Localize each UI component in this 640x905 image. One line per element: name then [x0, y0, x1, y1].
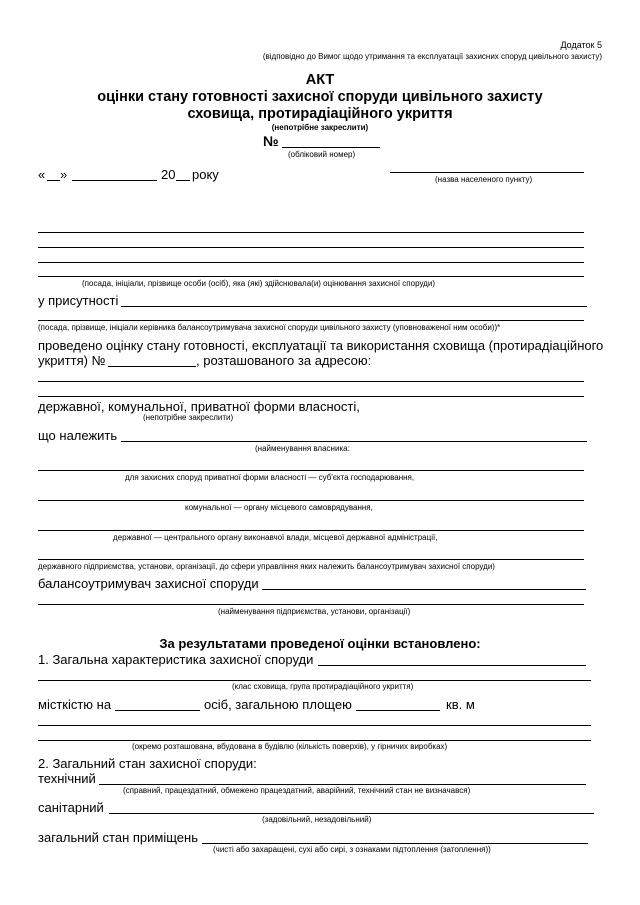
belongs-label: що належить — [38, 428, 118, 443]
technical-field[interactable] — [99, 784, 586, 785]
holder-field[interactable] — [262, 589, 586, 590]
owner-field[interactable] — [121, 441, 587, 442]
date-quote-open: « — [38, 167, 46, 182]
presence-field[interactable] — [121, 306, 587, 307]
ownership-note: (непотрібне закреслити) — [143, 413, 234, 422]
premises-note: (чисті або захаращені, сухі або сирі, з ознаками підтоплення (затоплення)) — [213, 845, 491, 854]
assessor-note: (посада, ініціали, прізвище особи (осіб), яка (які) здійснювала(и) оцінювання захисної споруди) — [82, 279, 435, 288]
area-unit: кв. м — [446, 697, 475, 712]
doc-subtitle-1: оцінки стану готовності захисної споруди цивільного захисту — [97, 89, 543, 105]
year-prefix: 20 — [161, 167, 176, 182]
section-1-line-2[interactable] — [38, 680, 591, 681]
month-field[interactable] — [72, 180, 157, 181]
sanitary-field[interactable] — [109, 813, 594, 814]
assessment-line-2b: , розташованого за адресою: — [196, 353, 372, 368]
date-quote-close: » — [60, 167, 68, 182]
shelter-number-field[interactable] — [108, 366, 196, 367]
address-line-1[interactable] — [38, 381, 584, 382]
private-line[interactable] — [38, 470, 584, 471]
area-field[interactable] — [356, 710, 440, 711]
ownership-text: державної, комунальної, приватної форми власності, — [38, 399, 360, 414]
assessor-line-2[interactable] — [38, 247, 584, 248]
section-1-label: 1. Загальна характеристика захисної споруди — [38, 652, 314, 667]
location-line-1[interactable] — [38, 725, 591, 726]
doc-title: АКТ — [305, 72, 335, 88]
technical-note: (справний, працездатний, обмежено працездатний, аварійний, технічний стан не визначався) — [123, 786, 471, 795]
location-line-2[interactable] — [38, 740, 591, 741]
section-1-field[interactable] — [318, 665, 586, 666]
technical-label: технічний — [38, 771, 96, 786]
state-line[interactable] — [38, 530, 584, 531]
number-note: (обліковий номер) — [288, 150, 356, 159]
assessor-line-1[interactable] — [38, 232, 584, 233]
enterprise-note: державного підприємства, установи, організації, до сфери управління яких належить балансоутримувач захисної споруди) — [38, 562, 495, 571]
number-field[interactable] — [282, 147, 380, 148]
owner-note: (найменування власника: — [255, 444, 350, 453]
area-label: осіб, загальною площею — [204, 697, 352, 712]
section-2-label: 2. Загальний стан захисної споруди: — [38, 756, 257, 771]
enterprise-line[interactable] — [38, 559, 584, 560]
presence-line-2[interactable] — [38, 320, 584, 321]
holder-line-2[interactable] — [38, 604, 584, 605]
place-field[interactable] — [390, 172, 584, 173]
holder-label: балансоутримувач захисної споруди — [38, 576, 259, 591]
premises-field[interactable] — [202, 843, 588, 844]
year-field[interactable] — [176, 180, 190, 181]
year-suffix: року — [192, 167, 219, 182]
assessor-line-4[interactable] — [38, 276, 584, 277]
strike-note: (непотрібне закреслити) — [271, 123, 369, 132]
assessment-line-1: проведено оцінку стану готовності, експлуатації та використання сховища (протирадіаційного — [38, 338, 604, 353]
day-field[interactable] — [47, 180, 60, 181]
assessment-line-2a: укриття) № — [38, 353, 106, 368]
sanitary-note: (задовільний, незадовільний) — [262, 815, 372, 824]
assessor-line-3[interactable] — [38, 262, 584, 263]
holder-note: (найменування підприємства, установи, організації) — [218, 607, 411, 616]
appendix-note: (відповідно до Вимог щодо утримання та експлуатації захисних споруд цивільного захисту) — [262, 52, 602, 61]
section-1-note: (клас сховища, група протирадіаційного укриття) — [232, 682, 414, 691]
address-line-2[interactable] — [38, 396, 584, 397]
presence-note: (посада, прізвище, ініціали керівника балансоутримувача захисної споруди цивільного захисту (уповноваженої ним особи))* — [38, 323, 501, 332]
capacity-field[interactable] — [115, 710, 200, 711]
state-note: державної — центрального органу виконавчої влади, місцевої державної адміністрації, — [113, 533, 438, 542]
presence-label: у присутності — [38, 293, 119, 308]
communal-note: комунальної — органу місцевого самоврядування, — [185, 503, 373, 512]
number-sign: № — [263, 133, 279, 149]
place-note: (назва населеного пункту) — [435, 175, 533, 184]
sanitary-label: санітарний — [38, 800, 104, 815]
location-note: (окремо розташована, вбудована в будівлю (кількість поверхів), у гірничих виробках) — [132, 742, 448, 751]
communal-line[interactable] — [38, 500, 584, 501]
private-note: для захисних споруд приватної форми власності — суб'єкта господарювання, — [125, 473, 415, 482]
appendix-label: Додаток 5 — [560, 40, 602, 50]
results-heading: За результатами проведеної оцінки встановлено: — [159, 636, 481, 651]
capacity-label: місткістю на — [38, 697, 112, 712]
premises-label: загальний стан приміщень — [38, 830, 198, 845]
doc-subtitle-2: сховища, протирадіаційного укриття — [187, 106, 453, 122]
